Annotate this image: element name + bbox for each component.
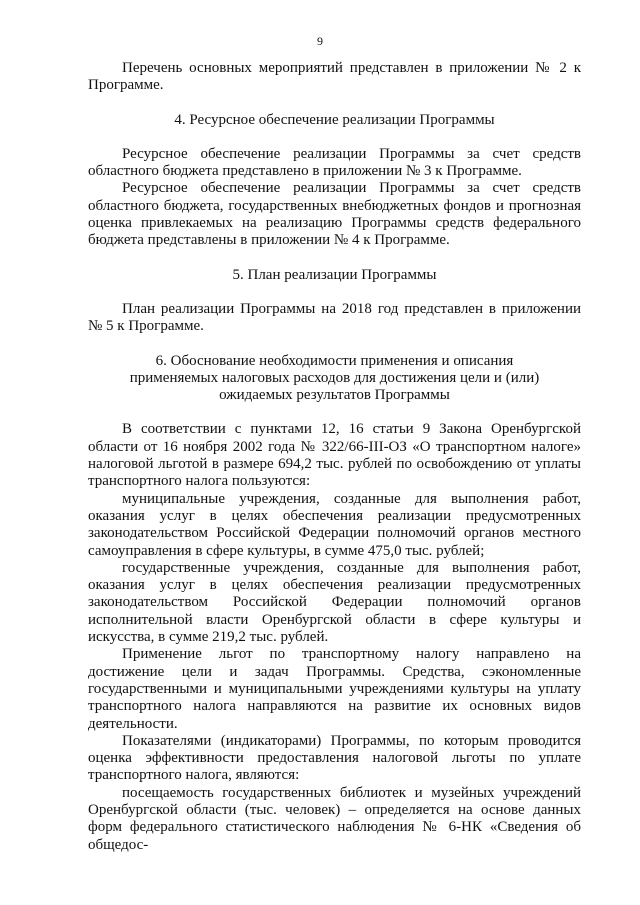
- section-6-heading-line: 6. Обоснование необходимости применения и описания: [155, 352, 514, 369]
- section-6-list-item-municipal: муниципальные учреждения, созданные для выполнения работ, оказания услуг в целях обеспечения реализации предусмотренных законодательством Российской Федерации полномочий органов местного самоуправления в сфере культуры, в сумме 475,0 тыс. рублей;: [88, 490, 581, 559]
- section-4-heading: 4. Ресурсное обеспечение реализации Программы: [174, 111, 495, 128]
- section-6-paragraph-1: В соответствии с пунктами 12, 16 статьи 9 Закона Оренбургской области от 16 ноября 2002 года № 322/66-III-ОЗ «О транспортном налоге» налоговой льготой в размере 694,2 тыс. рублей по освобождению от уплаты транспортного налога пользуются:: [88, 421, 581, 490]
- intro-paragraph: Перечень основных мероприятий представлен в приложении № 2 к Программе.: [88, 60, 581, 94]
- section-5-heading: 5. План реализации Программы: [232, 266, 437, 283]
- section-6-heading-line: применяемых налоговых расходов для достижения цели и (или): [129, 369, 540, 386]
- section-6-list-item-state: государственные учреждения, созданные для выполнения работ, оказания услуг в целях обеспечения реализации предусмотренных законодательством Российской Федерации полномочий органов исполнительной власти Оренбургской области в сфере культуры и искусства, в сумме 219,2 тыс. рублей.: [88, 559, 581, 646]
- page-number: 9: [317, 34, 323, 48]
- section-6-paragraph-5: Показателями (индикаторами) Программы, по которым проводится оценка эффективности предоставления налоговой льготы по уплате транспортного налога, являются:: [88, 732, 581, 784]
- section-6-paragraph-4: Применение льгот по транспортному налогу направлено на достижение цели и задач Программы. Средства, сэкономленные государственными и муниципальными учреждениями культуры на уплату транспортного налога направляются на развитие их основных видов деятельности.: [88, 646, 581, 732]
- section-5-paragraph-1: План реализации Программы на 2018 год представлен в приложении № 5 к Программе.: [88, 300, 581, 335]
- section-6-list-item-attendance: посещаемость государственных библиотек и музейных учреждений Оренбургской области (тыс. человек) – определяется на основе данных форм федерального статистического наблюдения № 6-НК «Сведения об общедос-: [88, 784, 581, 853]
- section-6-heading-line: ожидаемых результатов Программы: [219, 387, 450, 404]
- section-6-heading: [88, 353, 581, 405]
- section-4-paragraph-1: Ресурсное обеспечение реализации Программы за счет средств областного бюджета представлено в приложении № 3 к Программе.: [88, 145, 581, 180]
- page-content: [88, 60, 581, 854]
- section-4-paragraph-2: Ресурсное обеспечение реализации Программы за счет средств областного бюджета, государственных внебюджетных фондов и прогнозная оценка привлекаемых на реализацию Программы средств федерального бюджета представлены в приложении № 4 к Программе.: [88, 180, 581, 249]
